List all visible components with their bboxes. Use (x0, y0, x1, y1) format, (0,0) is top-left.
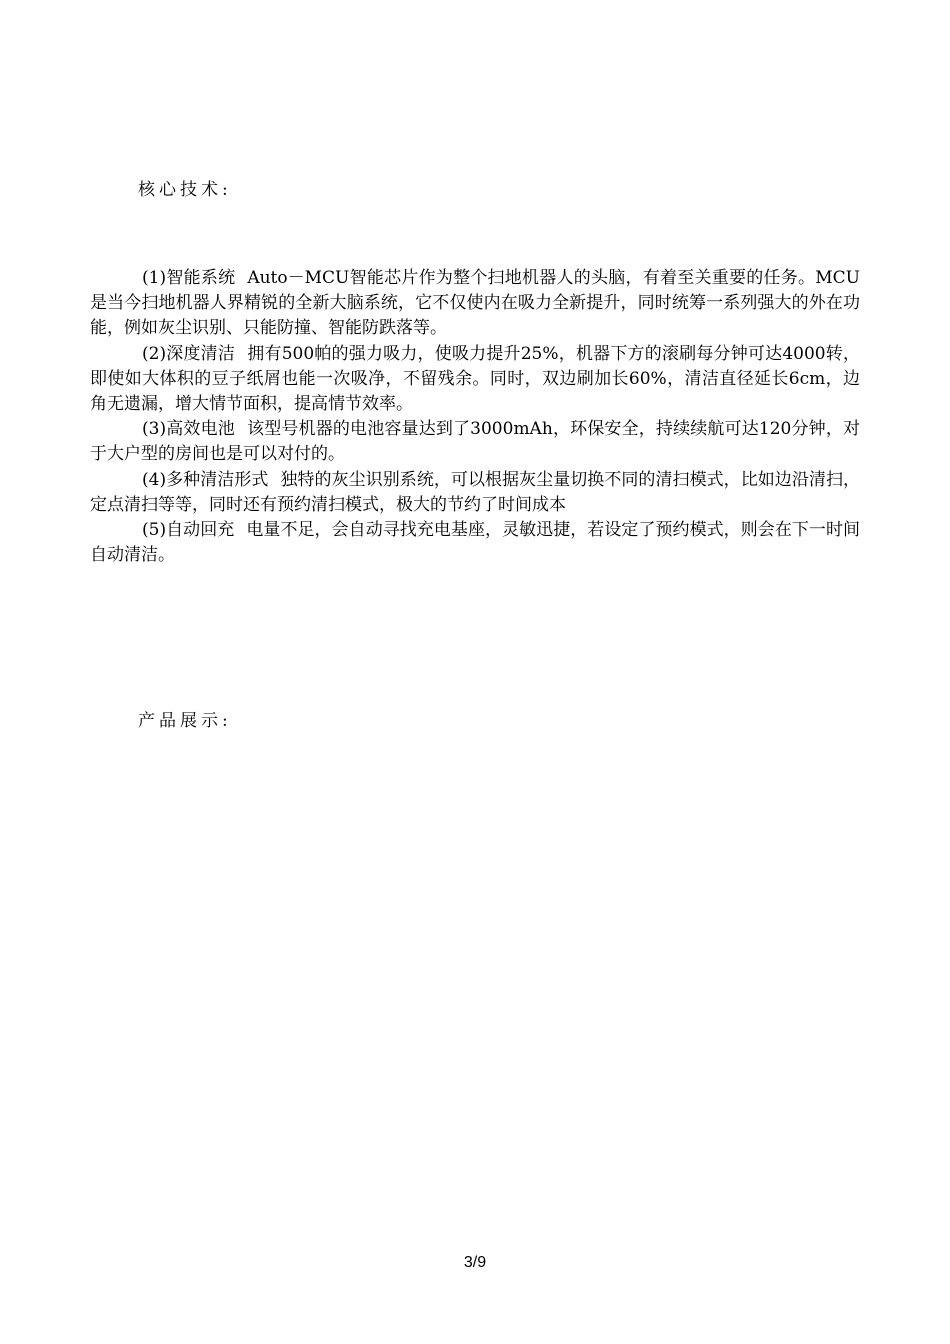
feature-paragraph (90, 342, 860, 418)
feature-label: (5)自动回充 (142, 520, 235, 541)
section-heading-product-show: 产品展示: (138, 711, 232, 731)
feature-paragraph (90, 468, 860, 518)
feature-text: 拥有500帕的强力吸力，使吸力提升25%，机器下方的滚刷每分钟可达4000转，即使如大体积的豆子纸屑也能一次吸净，不留残余。同时，双边刷加长60%，清洁直径延长6cm，边角无遗漏，增大情节面积，提高情节效率。 (90, 343, 860, 415)
feature-text: 独特的灰尘识别系统，可以根据灰尘量切换不同的清扫模式，比如边沿清扫，定点清扫等等，同时还有预约清扫模式，极大的节约了时间成本 (90, 469, 860, 515)
feature-text: Auto－MCU智能芯片作为整个扫地机器人的头脑，有着至关重要的任务。MCU是当今扫地机器人界精锐的全新大脑系统，它不仅使内在吸力全新提升，同时统筹一系列强大的外在功能，例如灰尘识别、只能防撞、智能防跌落等。 (90, 268, 860, 339)
feature-text: 电量不足，会自动寻找充电基座，灵敏迅捷，若设定了预约模式，则会在下一时间自动清洁。 (90, 520, 861, 566)
feature-paragraph (90, 518, 860, 568)
feature-label: (3)高效电池 (142, 419, 235, 440)
page-number: 3/9 (463, 1254, 487, 1271)
feature-label: (1)智能系统 (142, 268, 236, 288)
feature-paragraph (90, 417, 860, 467)
feature-paragraph (90, 266, 860, 342)
feature-label: (2)深度清洁 (142, 343, 236, 364)
feature-label: (4)多种清洁形式 (142, 469, 269, 490)
feature-list (90, 266, 860, 568)
feature-text: 该型号机器的电池容量达到了3000mAh，环保安全，持续续航可达120分钟，对于大户型的房间也是可以对付的。 (90, 419, 860, 465)
section-heading-core-tech: 核心技术: (138, 180, 232, 200)
